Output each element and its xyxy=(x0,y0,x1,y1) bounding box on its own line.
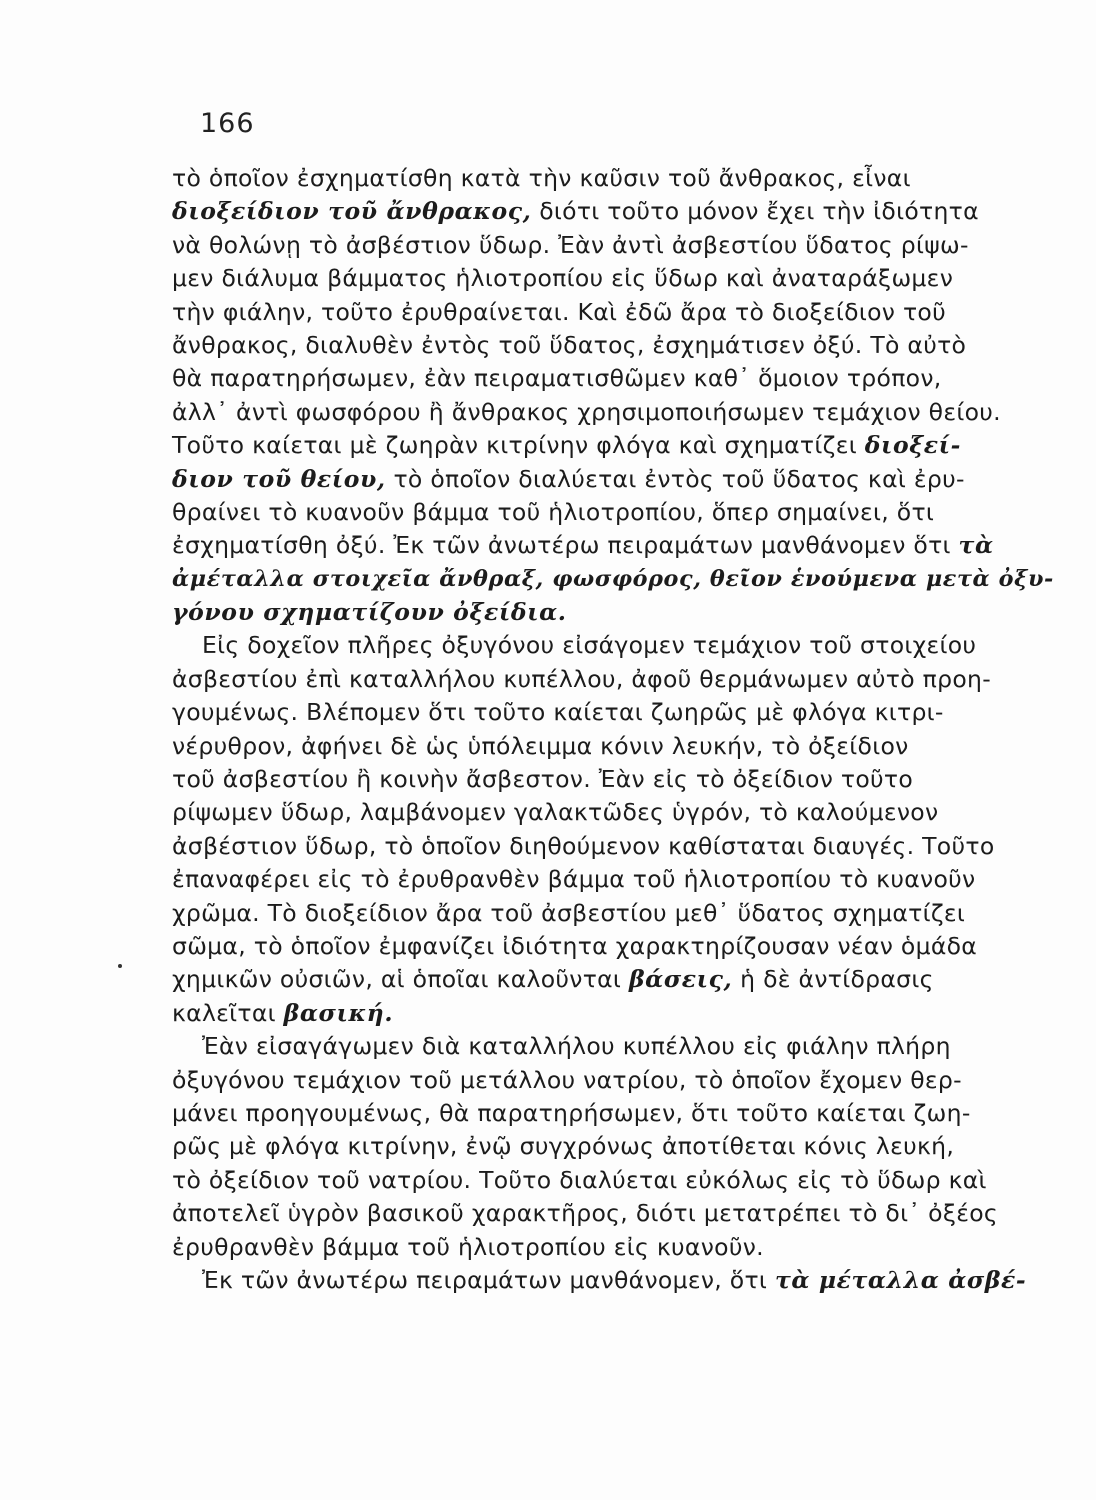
text-line xyxy=(172,229,1072,262)
text-segment: ρῶς μὲ φλόγα κιτρίνην, ἐνῷ συγχρόνως ἀποτίθεται κόνις λευκή, xyxy=(172,1132,955,1161)
text-segment: ἐπαναφέρει εἰς τὸ ἐρυθρανθὲν βάμμα τοῦ ἡλιοτροπίου τὸ κυανοῦν xyxy=(172,865,976,894)
emphasized-term: τὰ xyxy=(958,531,994,560)
text-line xyxy=(172,529,1072,562)
text-segment: ἀποτελεῖ ὑγρὸν βασικοῦ χαρακτῆρος, διότι μετατρέπει τὸ δι᾽ ὀξέος xyxy=(172,1199,999,1228)
text-segment: νὰ θολώνῃ τὸ ἀσβέστιον ὕδωρ. Ἐὰν ἀντὶ ἀσβεστίου ὕδατος ρίψω- xyxy=(172,230,969,259)
text-line xyxy=(172,696,1072,729)
text-segment: ἄνθρακος, διαλυθὲν ἐντὸς τοῦ ὕδατος, ἐσχημάτισεν ὀξύ. Τὸ αὐτὸ xyxy=(172,330,967,359)
text-line xyxy=(172,1097,1072,1130)
text-line xyxy=(172,496,1072,529)
text-segment: τὴν φιάλην, τοῦτο ἐρυθραίνεται. Καὶ ἐδῶ ἄρα τὸ διοξείδιον τοῦ xyxy=(172,297,946,326)
emphasized-term: βασική. xyxy=(283,998,394,1027)
text-segment: χημικῶν οὐσιῶν, αἱ ὁποῖαι καλοῦνται xyxy=(172,965,629,994)
text-segment: σῶμα, τὸ ὁποῖον ἐμφανίζει ἰδιότητα χαρακτηρίζουσαν νέαν ὁμάδα xyxy=(172,931,978,960)
text-line xyxy=(172,463,1072,496)
text-line xyxy=(172,763,1072,796)
text-segment: ρίψωμεν ὕδωρ, λαμβάνομεν γαλακτῶδες ὑγρόν, τὸ καλούμενον xyxy=(172,798,939,827)
text-segment: Ἐὰν εἰσαγάγωμεν διὰ καταλλήλου κυπέλλου εἰς φιάλην πλήρη xyxy=(202,1032,951,1061)
text-segment: θραίνει τὸ κυανοῦν βάμμα τοῦ ἡλιοτροπίου, ὅπερ σημαίνει, ὅτι xyxy=(172,497,935,526)
text-line xyxy=(172,1064,1072,1097)
text-line xyxy=(172,997,1072,1030)
text-line xyxy=(172,830,1072,863)
text-segment: Ἐκ τῶν ἀνωτέρω πειραμάτων μανθάνομεν, ὅτι xyxy=(202,1265,775,1294)
text-segment: Εἰς δοχεῖον πλῆρες ὀξυγόνου εἰσάγομεν τεμάχιον τοῦ στοιχείου xyxy=(202,631,977,660)
text-line xyxy=(172,162,1072,195)
text-segment: χρῶμα. Τὸ διοξείδιον ἄρα τοῦ ἀσβεστίου μεθ᾽ ὕδατος σχηματίζει xyxy=(172,898,966,927)
text-line xyxy=(172,262,1072,295)
text-segment: τὸ ὀξείδιον τοῦ νατρίου. Τοῦτο διαλύεται εὐκόλως εἰς τὸ ὕδωρ καὶ xyxy=(172,1165,987,1194)
text-line xyxy=(172,963,1072,996)
emphasized-term: τὰ μέταλλα ἀσβέ- xyxy=(774,1265,1027,1294)
text-line xyxy=(172,1164,1072,1197)
text-line xyxy=(172,1030,1072,1063)
emphasized-term: διον τοῦ θείου, xyxy=(172,464,386,493)
text-segment: ἐσχηματίσθη ὀξύ. Ἐκ τῶν ἀνωτέρω πειραμάτων μανθάνομεν ὅτι xyxy=(172,531,959,560)
emphasized-term: διοξεί- xyxy=(864,431,961,460)
text-segment: Τοῦτο καίεται μὲ ζωηρὰν κιτρίνην φλόγα καὶ σχηματίζει xyxy=(172,431,865,460)
text-line xyxy=(172,362,1072,395)
text-line xyxy=(172,1231,1072,1264)
text-line xyxy=(172,1197,1072,1230)
emphasized-term: ἀμέταλλα στοιχεῖα ἄνθραξ, φωσφόρος, θεῖον ἑνούμενα μετὰ ὀξυ- xyxy=(172,565,1054,592)
emphasized-term: γόνου σχηματίζουν ὀξείδια. xyxy=(172,598,567,627)
page-number: 166 xyxy=(200,108,255,139)
text-segment: καλεῖται xyxy=(172,998,284,1027)
text-line xyxy=(172,930,1072,963)
text-line xyxy=(172,1130,1072,1163)
text-line xyxy=(172,663,1072,696)
text-segment: μεν διάλυμα βάμματος ἡλιοτροπίου εἰς ὕδωρ καὶ ἀναταράξωμεν xyxy=(172,264,954,293)
text-line xyxy=(172,863,1072,896)
text-line xyxy=(172,596,1072,629)
text-segment: μάνει προηγουμένως, θὰ παρατηρήσωμεν, ὅτι τοῦτο καίεται ζωη- xyxy=(172,1098,971,1127)
print-speck xyxy=(118,964,122,968)
text-segment: τοῦ ἀσβεστίου ἢ κοινὴν ἄσβεστον. Ἐὰν εἰς τὸ ὀξείδιον τοῦτο xyxy=(172,765,914,794)
text-line xyxy=(172,396,1072,429)
emphasized-term: διοξείδιον τοῦ ἄνθρακος, xyxy=(172,197,532,226)
text-segment: διότι τοῦτο μόνον ἔχει τὴν ἰδιότητα xyxy=(531,197,979,226)
text-line xyxy=(172,730,1072,763)
text-segment: ἡ δὲ ἀντίδρασις xyxy=(732,965,934,994)
emphasized-term: βάσεις, xyxy=(628,965,733,994)
text-line xyxy=(172,329,1072,362)
text-line xyxy=(172,429,1072,462)
text-segment: τὸ ὁποῖον διαλύεται ἐντὸς τοῦ ὕδατος καὶ ἐρυ- xyxy=(385,464,965,493)
text-segment: ἀσβέστιον ὕδωρ, τὸ ὁποῖον διηθούμενον καθίσταται διαυγές. Τοῦτο xyxy=(172,831,995,860)
text-segment: ἀσβεστίου ἐπὶ καταλλήλου κυπέλλου, ἀφοῦ θερμάνωμεν αὐτὸ προη- xyxy=(172,664,991,693)
text-line xyxy=(172,296,1072,329)
text-segment: τὸ ὁποῖον ἐσχηματίσθη κατὰ τὴν καῦσιν τοῦ ἄνθρακος, εἶναι xyxy=(172,164,911,192)
text-segment: νέρυθρον, ἀφήνει δὲ ὡς ὑπόλειμμα κόνιν λευκήν, τὸ ὀξείδιον xyxy=(172,731,909,760)
text-segment: θὰ παρατηρήσωμεν, ἐὰν πειραματισθῶμεν καθ᾽ ὅμοιον τρόπον, xyxy=(172,364,942,393)
text-line xyxy=(172,563,1072,596)
text-segment: ὀξυγόνου τεμάχιον τοῦ μετάλλου νατρίου, τὸ ὁποῖον ἔχομεν θερ- xyxy=(172,1065,962,1094)
text-line xyxy=(172,1264,1072,1297)
text-segment: γουμένως. Βλέπομεν ὅτι τοῦτο καίεται ζωηρῶς μὲ φλόγα κιτρι- xyxy=(172,698,944,727)
text-line xyxy=(172,897,1072,930)
text-segment: ἀλλ᾽ ἀντὶ φωσφόρου ἢ ἄνθρακος χρησιμοποιήσωμεν τεμάχιον θείου. xyxy=(172,397,1001,426)
text-line xyxy=(172,195,1072,228)
text-segment: ἐρυθρανθὲν βάμμα τοῦ ἡλιοτροπίου εἰς κυανοῦν. xyxy=(172,1232,764,1261)
text-line xyxy=(172,629,1072,662)
text-line xyxy=(172,796,1072,829)
body-text xyxy=(172,162,1072,1297)
